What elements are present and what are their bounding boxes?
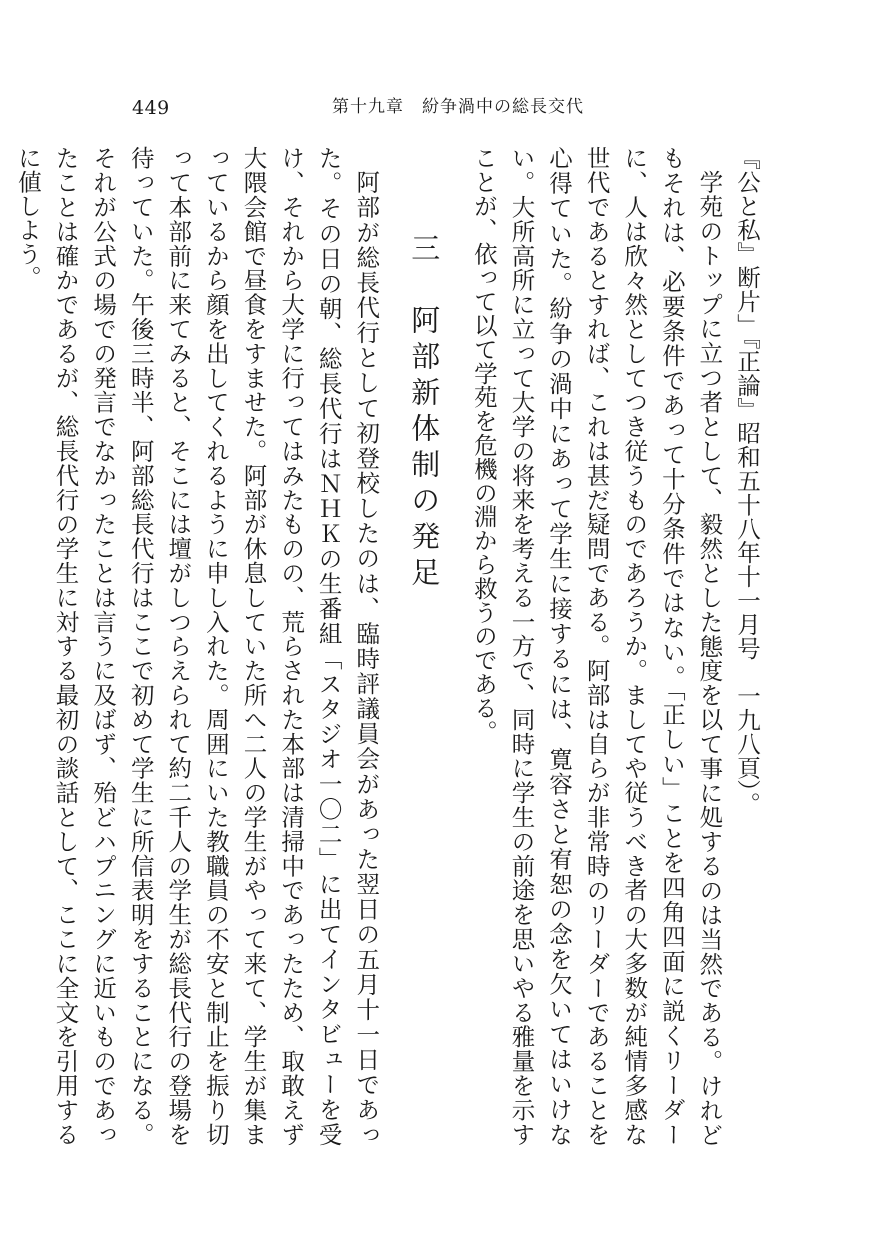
running-head: 第十九章 紛争渦中の総長交代 [332,97,584,117]
paragraph: 阿部が総長代行として初登校したのは、臨時評議員会があった翌日の五月十一日であった。その日の朝、総長代行はＮＨＫの生番組「スタジオ一〇二」に出てインタビューを受け、それから大学に行ってはみたものの、荒らされた本部は清掃中であったため、取敢えず大隈会館で昼食をすませた。阿部が休息していた所へ二人の学生がやって来て、学生が集まっているから顔を出してくれるように申し入れた。周囲にいた教職員の不安と制止を振り切って本部前に来てみると、そこには壇がしつらえられて約二千人の学生が総長代行の登場を待っていた。午後三時半、阿部総長代行はここで初めて学生に所信表明をすることになる。それが公式の場での発言でなかったことは言うに及ばず、殆どハプニングに近いものであったことは確かであるが、総長代行の学生に対する最初の談話として、ここに全文を引用するに値しよう。 [13,146,381,1146]
citation-line: 『公と私』断片」『正論』昭和五十八年十一月号 一九八頁）。 [733,146,761,816]
section-heading: 三 阿部新体制の発足 [407,233,442,593]
vertical-text-block [13,146,765,1146]
paragraph: 学苑のトップに立つ者として、毅然とした態度を以て事に処するのは当然である。けれどもそれは、必要条件であって十分条件ではない。「正しい」ことを四角四面に説くリーダーに、人は欣々然としてつき従うものであろうか。ましてや従うべき者の大多数が純情多感な世代であるとすれば、これは甚だ疑問である。阿部は自らが非常時のリーダーであることを心得ていた。紛争の渦中にあって学生に接するには、寛容さと宥恕の念を欠いてはいけない。大所高所に立って大学の将来を考える一方で、同時に学生の前途を思いやる雅量を示すことが、依って以て学苑を危機の淵から救うのである。 [469,146,724,1146]
page-number: 449 [132,97,170,119]
